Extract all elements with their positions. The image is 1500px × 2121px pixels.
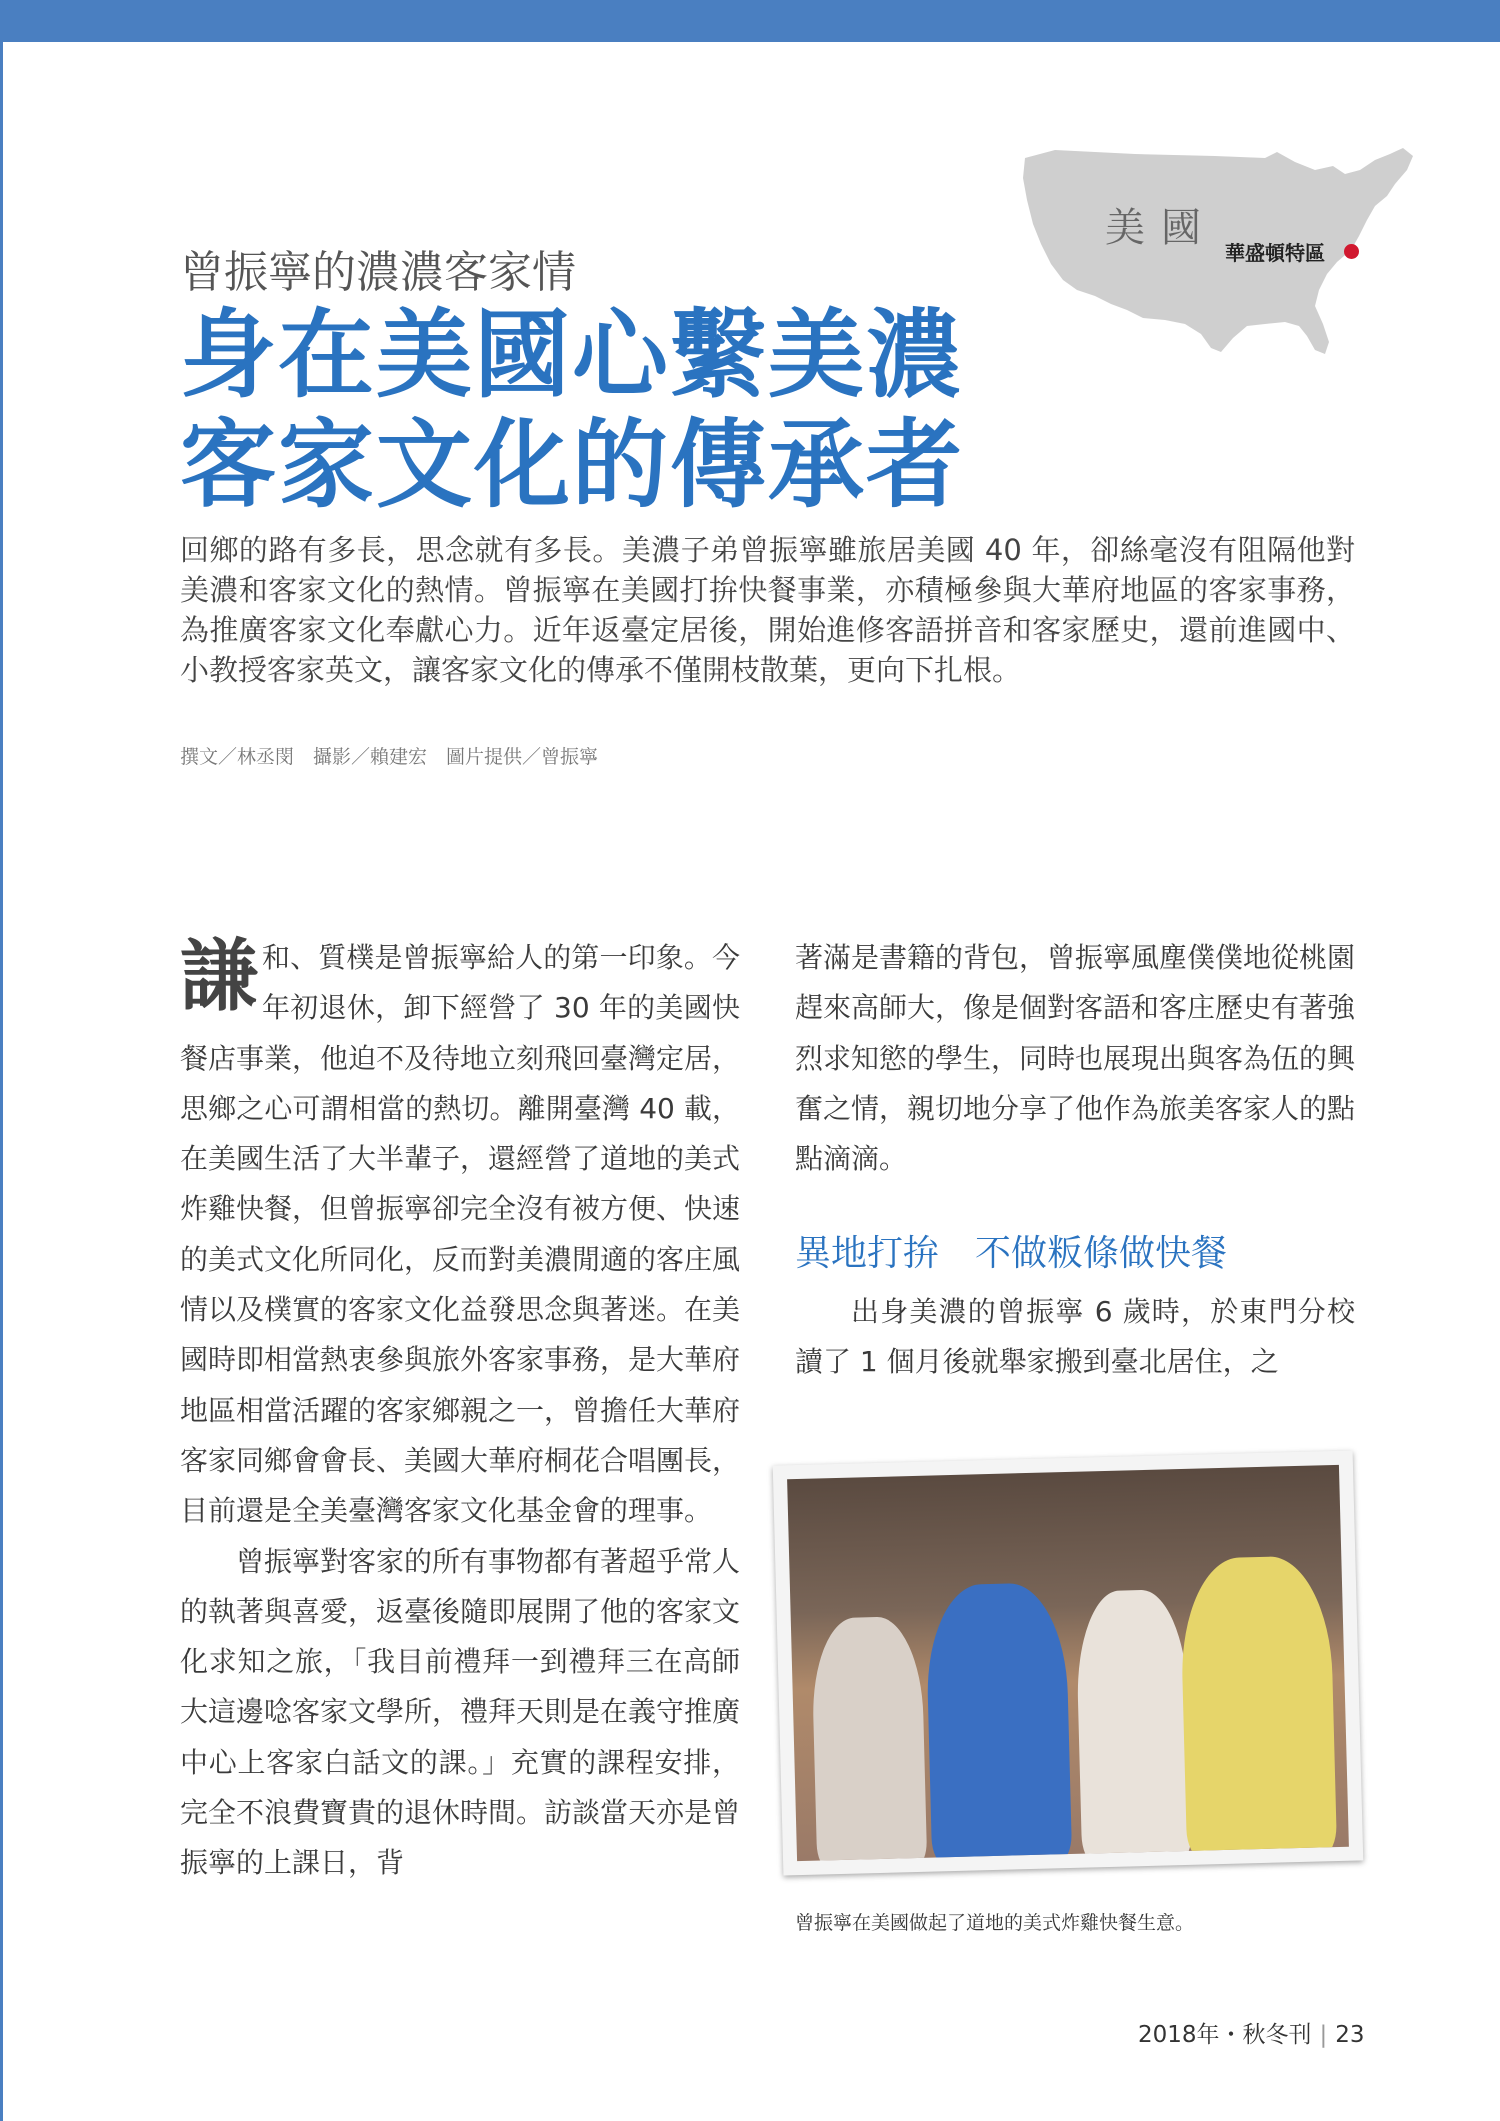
top-accent-bar <box>0 0 1500 42</box>
photo-caption: 曾振寧在美國做起了道地的美式炸雞快餐生意。 <box>795 1912 1195 1934</box>
page-number: 23 <box>1335 2022 1365 2048</box>
issue-label: 2018年・秋冬刊 <box>1138 2022 1312 2048</box>
footer-divider: | <box>1319 2022 1328 2048</box>
photo-image <box>787 1465 1349 1861</box>
location-marker-icon <box>1344 244 1359 259</box>
body-column-right <box>795 933 1355 1184</box>
left-accent-line <box>0 42 3 2121</box>
section-heading: 異地打拚 不做粄條做快餐 <box>795 1233 1228 1274</box>
article-credits: 撰文／林丞閔 攝影／賴建宏 圖片提供／曾振寧 <box>180 746 599 768</box>
body-paragraph-1: 和、質樸是曾振寧給人的第一印象。今年初退休，卸下經營了 30 年的美國快餐店事業，他迫不及待地立刻飛回臺灣定居，思鄉之心可謂相當的熱切。離開臺灣 40 載，在美國生活了大半輩子，還經營了道地的美式炸雞快餐，但曾振寧卻完全沒有被方便、快速的美式文化所同化，反而對美濃閒適的客庄風情以及樸實的客家文化益發思念與著迷。在美國時即相當熱衷參與旅外客家事務，是大華府地區相當活躍的客家鄉親之一，曾擔任大華府客家同鄉會會長、美國大華府桐花合唱團長，目前還是全美臺灣客家文化基金會的理事。 <box>180 941 741 1528</box>
photo-person <box>1075 1589 1192 1861</box>
body-paragraph-4: 出身美濃的曾振寧 6 歲時，於東門分校讀了 1 個月後就舉家搬到臺北居住，之 <box>795 1295 1355 1379</box>
title-line-2: 客家文化的傳承者 <box>180 409 964 521</box>
photo-person <box>811 1616 928 1861</box>
title-line-1: 身在美國心繫美濃 <box>180 299 964 411</box>
article-title <box>180 300 964 520</box>
article-photo <box>773 1450 1364 1875</box>
article-lead: 回鄉的路有多長，思念就有多長。美濃子弟曾振寧雖旅居美國 40 年，卻絲毫沒有阻隔他對美濃和客家文化的熱情。曾振寧在美國打拚快餐事業，亦積極參與大華府地區的客家事務，為推廣客家文化奉獻心力。近年返臺定居後，開始進修客語拼音和客家歷史，還前進國中、小教授客家英文，讓客家文化的傳承不僅開枝散葉，更向下扎根。 <box>180 533 1355 687</box>
body-paragraph-3: 著滿是書籍的背包，曾振寧風塵僕僕地從桃園趕來高師大，像是個對客語和客庄歷史有著強烈求知慾的學生，同時也展現出與客為伍的興奮之情，親切地分享了他作為旅美客家人的點點滴滴。 <box>795 941 1356 1176</box>
map-city-label: 華盛頓特區 <box>1225 241 1325 265</box>
body-column-right-continued <box>795 1287 1355 1388</box>
us-map-graphic <box>1015 140 1430 365</box>
page-footer <box>1138 2016 1365 2049</box>
body-paragraph-2: 曾振寧對客家的所有事物都有著超乎常人的執著與喜愛，返臺後隨即展開了他的客家文化求知之旅，「我目前禮拜一到禮拜三在高師大這邊唸客家文學所，禮拜天則是在義守推廣中心上客家白話文的課。」充實的課程安排，完全不浪費寶貴的退休時間。訪談當天亦是曾振寧的上課日，背 <box>180 1544 741 1880</box>
photo-person <box>1179 1555 1337 1859</box>
map-country-label: 美國 <box>1105 205 1217 251</box>
article-subtitle: 曾振寧的濃濃客家情 <box>180 247 576 298</box>
body-column-left <box>180 933 740 1889</box>
photo-person <box>925 1582 1072 1861</box>
drop-cap: 謙 <box>180 932 259 1022</box>
